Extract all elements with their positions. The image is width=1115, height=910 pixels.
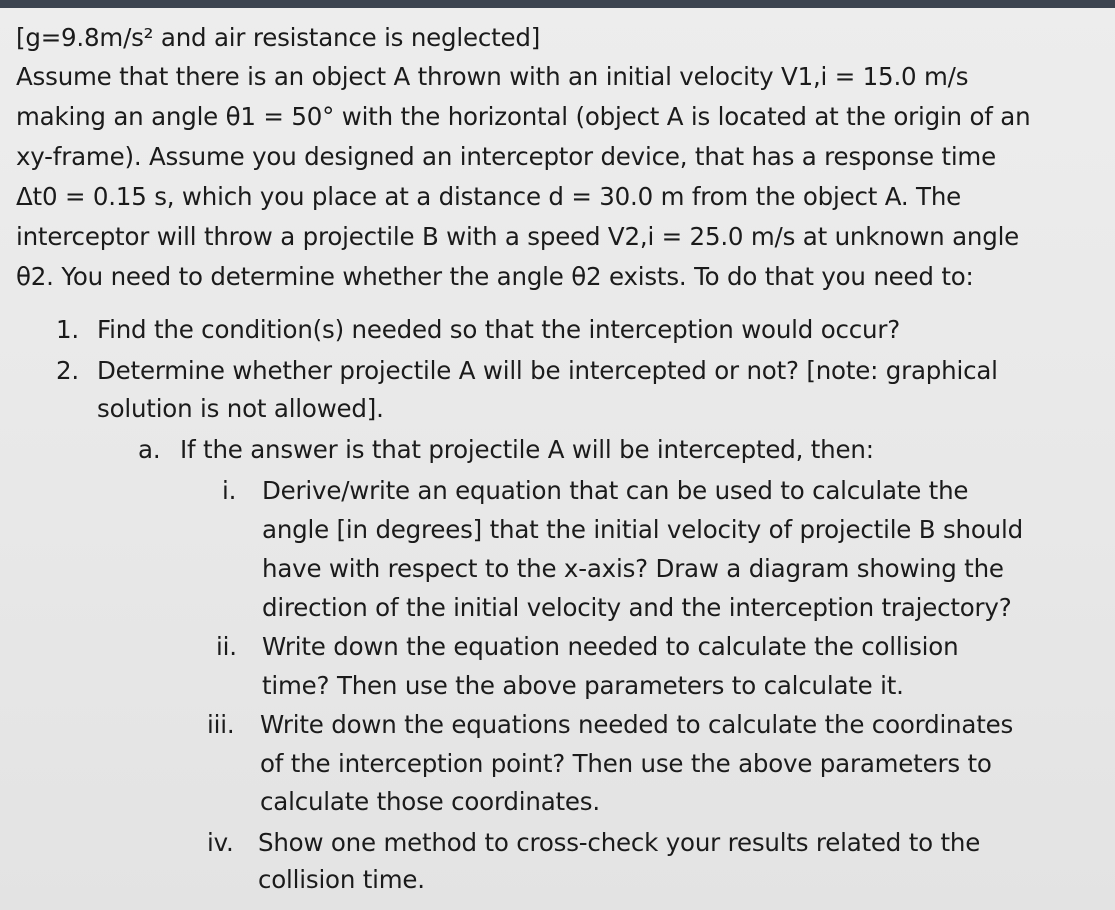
roman-iv-marker: iv. — [207, 828, 234, 857]
item-1-line-1: Find the condition(s) needed so that the interception would occur? — [97, 315, 901, 344]
roman-i-line-2: angle [in degrees] that the initial velocity of projectile B should — [262, 515, 1023, 544]
roman-iv-line-1: Show one method to cross-check your results related to the — [258, 828, 981, 857]
roman-i-line-1: Derive/write an equation that can be used to calculate the — [262, 476, 969, 505]
sub-item-a-marker: a. — [138, 435, 161, 464]
roman-i-marker: i. — [222, 476, 237, 505]
intro-line-6: θ2. You need to determine whether the angle θ2 exists. To do that you need to: — [16, 262, 974, 291]
roman-iii-line-3: calculate those coordinates. — [260, 787, 600, 816]
roman-i-line-3: have with respect to the x-axis? Draw a diagram showing the — [262, 554, 1004, 583]
header-text: [g=9.8m/s² and air resistance is neglected] — [16, 23, 541, 52]
intro-line-4: Δt0 = 0.15 s, which you place at a distance d = 30.0 m from the object A. The — [16, 182, 962, 211]
problem-header — [16, 18, 540, 58]
roman-iv-line-2: collision time. — [258, 865, 425, 894]
roman-ii-marker: ii. — [216, 632, 237, 661]
sub-item-a-text: If the answer is that projectile A will be intercepted, then: — [180, 435, 874, 464]
intro-line-3: xy-frame). Assume you designed an interceptor device, that has a response time — [16, 142, 996, 171]
roman-iii-marker: iii. — [207, 710, 235, 739]
intro-line-5: interceptor will throw a projectile B with a speed V2,i = 25.0 m/s at unknown angle — [16, 222, 1020, 251]
intro-line-2: making an angle θ1 = 50° with the horizontal (object A is located at the origin of an — [16, 102, 1031, 131]
item-2-line-2: solution is not allowed]. — [97, 394, 384, 423]
roman-ii-line-2: time? Then use the above parameters to calculate it. — [262, 671, 904, 700]
intro-line-1: Assume that there is an object A thrown with an initial velocity V1,i = 15.0 m/s — [16, 62, 969, 91]
roman-iii-line-2: of the interception point? Then use the above parameters to — [260, 749, 992, 778]
roman-ii-line-1: Write down the equation needed to calculate the collision — [262, 632, 959, 661]
roman-i-line-4: direction of the initial velocity and the interception trajectory? — [262, 593, 1012, 622]
item-2-marker: 2. — [56, 356, 79, 385]
item-1-marker: 1. — [56, 315, 79, 344]
item-2-line-1: Determine whether projectile A will be intercepted or not? [note: graphical — [97, 356, 998, 385]
roman-iii-line-1: Write down the equations needed to calculate the coordinates — [260, 710, 1014, 739]
top-border — [0, 0, 1115, 8]
